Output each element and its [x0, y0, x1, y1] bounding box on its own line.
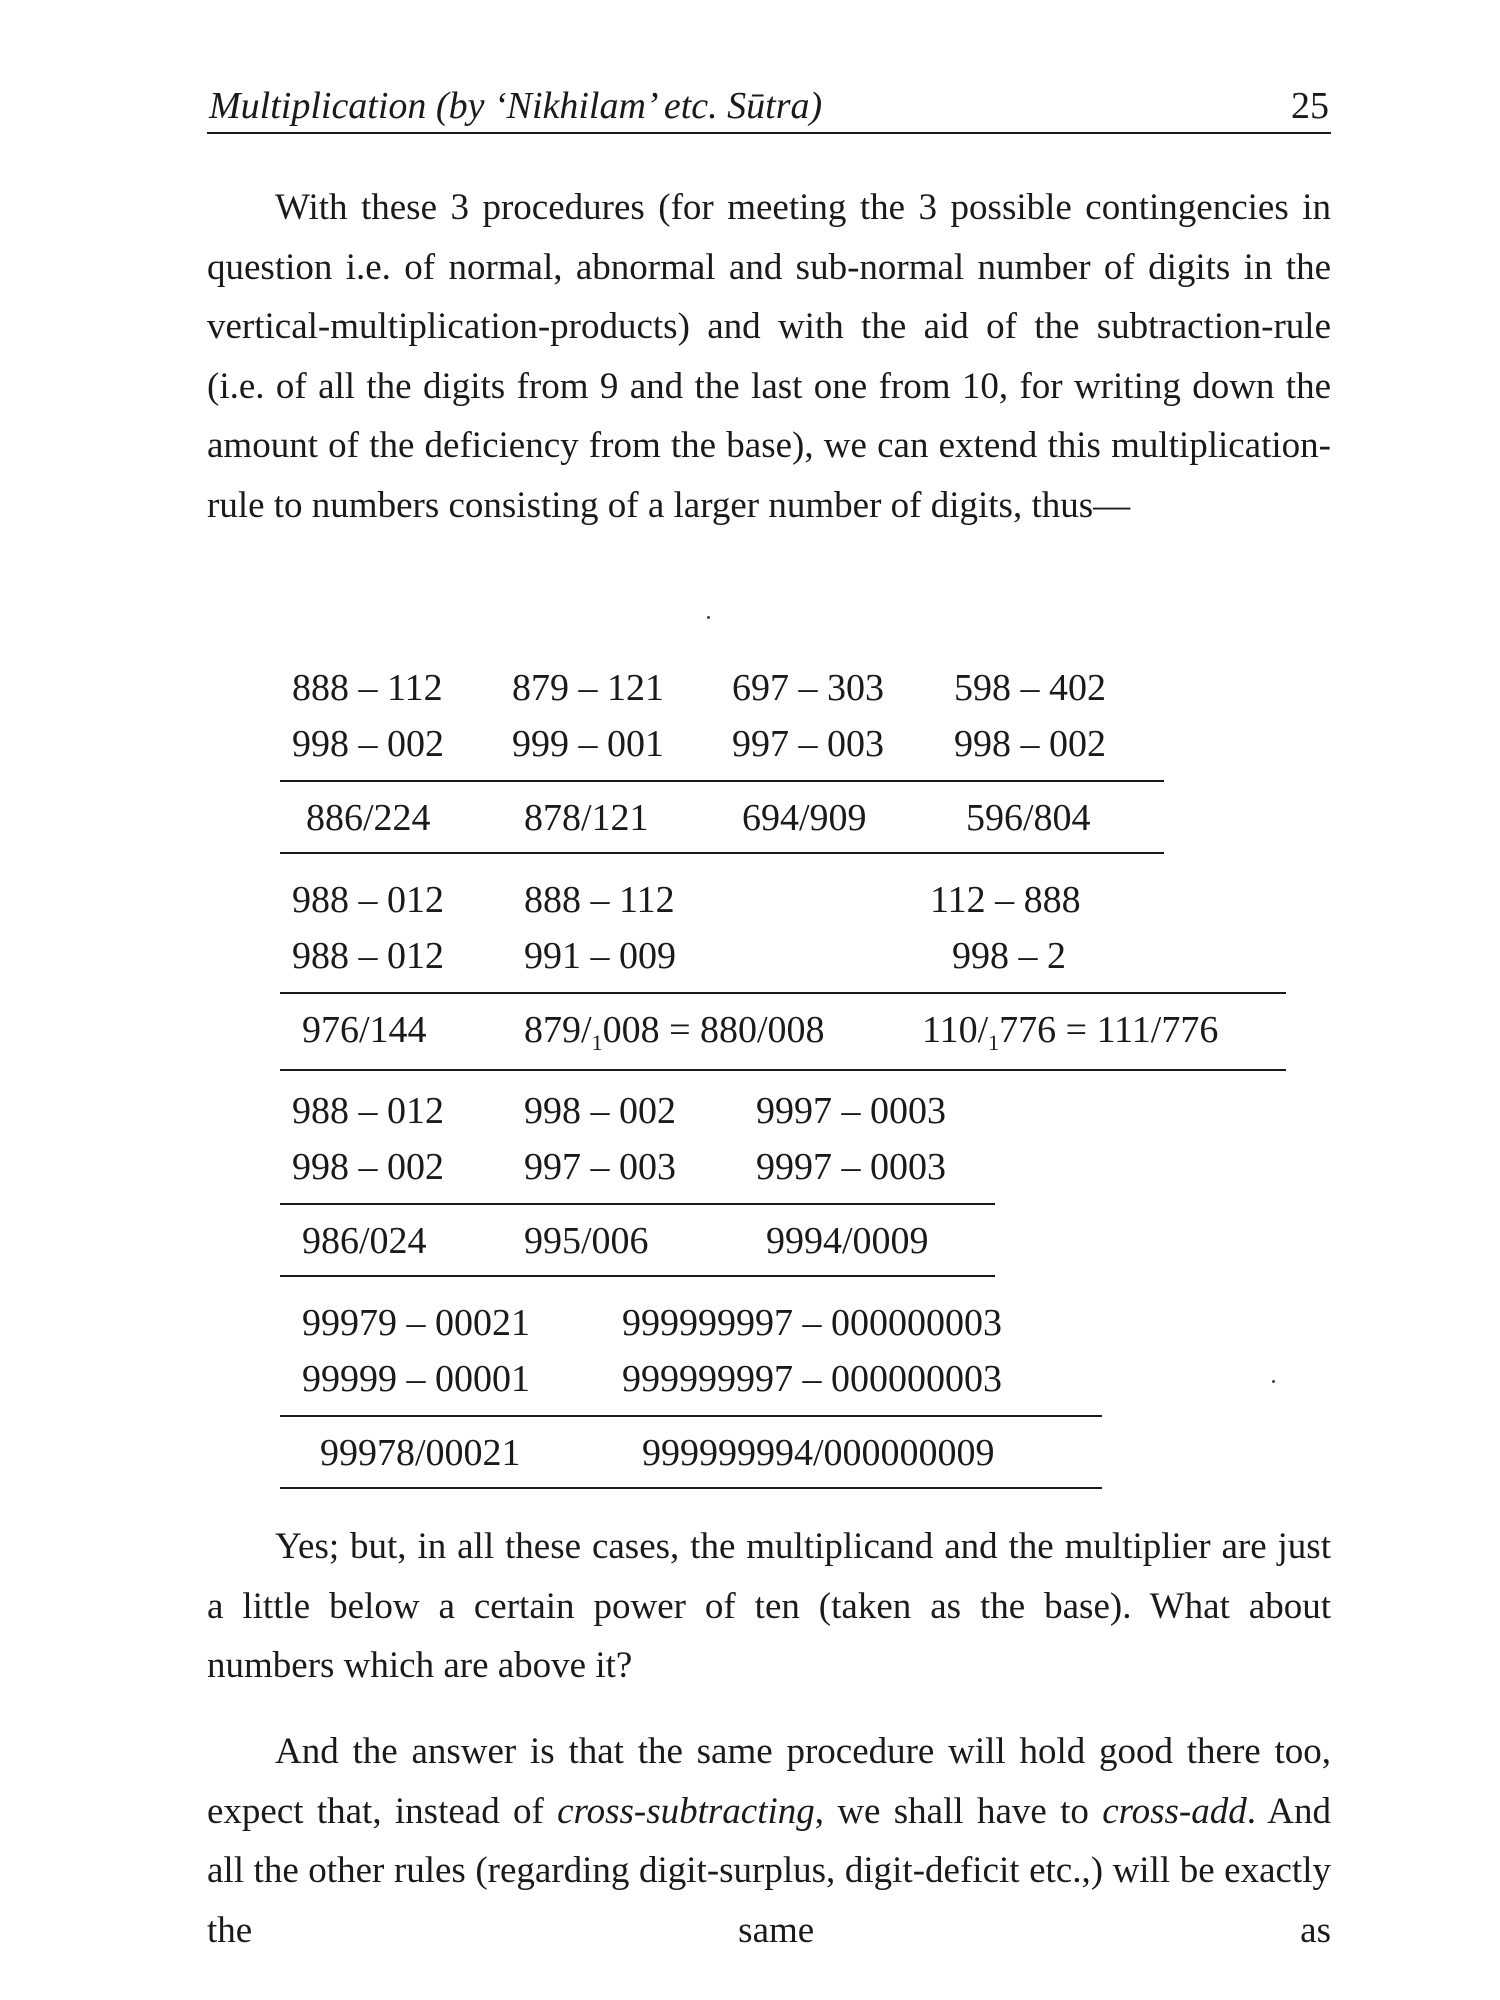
block1-multiplier-1: 998 – 002 [292, 723, 444, 765]
block1-multiplicand-1: 888 – 112 [292, 667, 443, 709]
block2-result-row [280, 994, 1286, 1069]
block1-result-1: 886/224 [306, 797, 431, 839]
block1-multiplicand-4: 598 – 402 [954, 667, 1106, 709]
block4-multiplicand-2: 999999997 – 000000003 [622, 1302, 1002, 1344]
block1-result-3: 694/909 [742, 797, 867, 839]
block4-result-1: 99978/00021 [320, 1432, 521, 1474]
example-block-1 [280, 660, 1164, 854]
block4-multiplicand-1: 99979 – 00021 [302, 1302, 530, 1344]
block2-result-3 [922, 1000, 1218, 1065]
block3-result-1: 986/024 [302, 1220, 427, 1262]
block3-result-2: 995/006 [524, 1220, 649, 1262]
block2-multiplier-2: 991 – 009 [524, 935, 676, 977]
example-block-4 [280, 1295, 1102, 1489]
third-paragraph-text-3: . And all the other rules (regarding digit-surplus, digit-deficit etc.,) will be exactly the same as [207, 1790, 1331, 1951]
block2-multiplicand-1: 988 – 012 [292, 879, 444, 921]
block2-multiplicand-row [280, 872, 1286, 928]
block3-multiplicand-2: 998 – 002 [524, 1090, 676, 1132]
block3-multiplicand-3: 9997 – 0003 [756, 1090, 946, 1132]
third-paragraph-text-1: And the answer is that the same procedure will hold good there too, expect that, instead of [207, 1731, 1331, 1832]
block4-multiplier-row [280, 1351, 1102, 1407]
cross-add-term: cross-add [1102, 1790, 1247, 1832]
block1-multiplicand-row [280, 660, 1164, 716]
block3-result-3: 9994/0009 [766, 1220, 929, 1262]
page-number: 25 [1291, 85, 1329, 127]
block1-result-row [280, 782, 1164, 852]
page-header [207, 80, 1331, 134]
block2-multiplicand-2: 888 – 112 [524, 879, 675, 921]
block2-multiplier-row [280, 928, 1286, 984]
block4-result-2: 999999994/000000009 [642, 1432, 995, 1474]
example-block-3 [280, 1083, 995, 1277]
block1-multiplicand-2: 879 – 121 [512, 667, 664, 709]
intro-paragraph-text: With these 3 procedures (for meeting the 3 possible contingencies in question i.e. of normal, abnormal and sub-normal number of digits in the vertical-multiplication-products) and with the aid of the subtraction-rule (i.e. of all the digits from 9 and the last one from 10, for writing down the amount of the deficiency from the base), we can extend this multiplication-rule to numbers consisting of a larger number of digits, thus— [207, 187, 1331, 526]
block2-multiplier-1: 988 – 012 [292, 935, 444, 977]
block3-result-row [280, 1205, 995, 1275]
block3-multiplier-1: 998 – 002 [292, 1146, 444, 1188]
block2-result-2-carry: 1 [591, 1030, 603, 1055]
cross-subtracting-term: cross-subtracting [557, 1790, 815, 1832]
block3-multiplier-2: 997 – 003 [524, 1146, 676, 1188]
second-paragraph-text: Yes; but, in all these cases, the multiplicand and the multiplier are just a little below a certain power of ten (taken as the base). What about numbers which are above it? [207, 1526, 1331, 1686]
block2-result-2-part1: 879/ [524, 1009, 592, 1051]
block2-result-2 [524, 1000, 922, 1065]
block1-multiplier-row [280, 716, 1164, 772]
block1-result-2: 878/121 [524, 797, 649, 839]
block1-multiplier-4: 998 – 002 [954, 723, 1106, 765]
running-title: Multiplication (by ‘Nikhilam’ etc. Sūtra) [209, 85, 823, 127]
block3-multiplicand-row [280, 1083, 995, 1139]
third-paragraph-text-2: , we shall have to [814, 1790, 1103, 1832]
block3-multiplicand-1: 988 – 012 [292, 1090, 444, 1132]
block2-result-1: 976/144 [302, 1009, 427, 1051]
block1-multiplier-3: 997 – 003 [732, 723, 884, 765]
print-speck [1272, 1380, 1275, 1383]
block1-multiplicand-3: 697 – 303 [732, 667, 884, 709]
block2-result-2-part2: 008 = 880/008 [602, 1009, 825, 1051]
block1-result-4: 596/804 [966, 797, 1091, 839]
block3-multiplier-row [280, 1139, 995, 1195]
block4-multiplicand-row [280, 1295, 1102, 1351]
block2-result-3-part2: 776 = 111/776 [999, 1009, 1219, 1051]
block2-multiplicand-3: 112 – 888 [930, 879, 1081, 921]
print-speck [707, 616, 710, 619]
block3-multiplier-3: 9997 – 0003 [756, 1146, 946, 1188]
example-block-2 [280, 872, 1286, 1071]
block2-result-3-part1: 110/ [922, 1009, 989, 1051]
block2-multiplier-3: 998 – 2 [952, 935, 1066, 977]
third-paragraph [207, 1722, 1331, 1960]
block2-result-3-carry: 1 [988, 1030, 1000, 1055]
block1-multiplier-2: 999 – 001 [512, 723, 664, 765]
intro-paragraph [207, 178, 1331, 535]
block4-multiplier-1: 99999 – 00001 [302, 1358, 530, 1400]
block4-multiplier-2: 999999997 – 000000003 [622, 1358, 1002, 1400]
block4-result-row [280, 1417, 1102, 1487]
second-paragraph [207, 1517, 1331, 1696]
